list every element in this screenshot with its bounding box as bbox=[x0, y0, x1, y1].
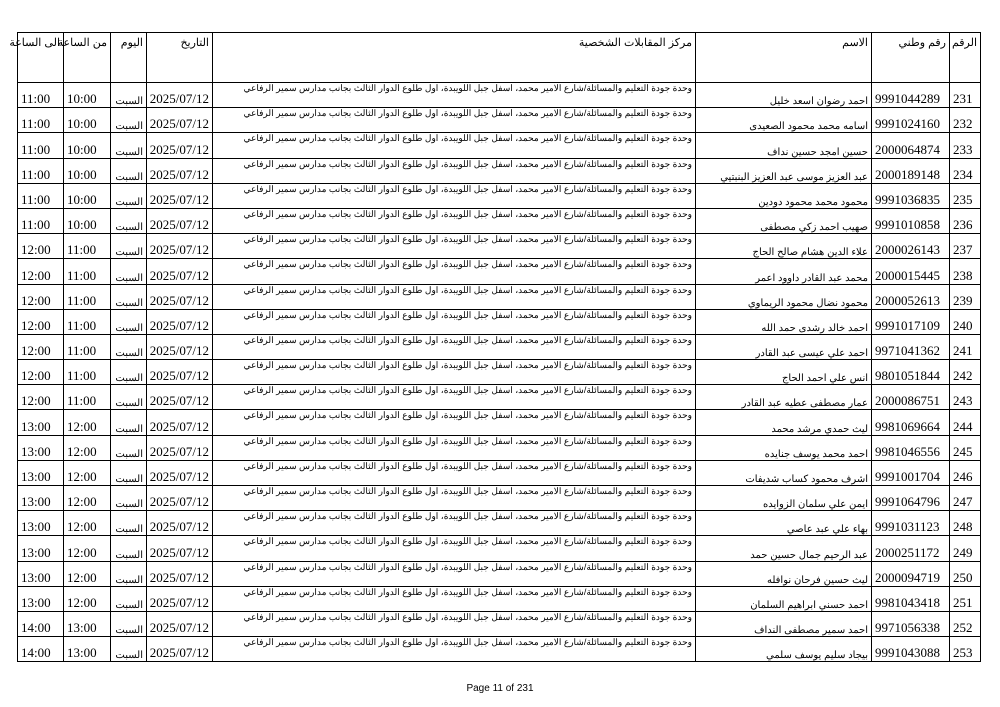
cell-day: السبت bbox=[111, 158, 147, 183]
cell-to-time: 13:00 bbox=[18, 511, 64, 536]
cell-day: السبت bbox=[111, 561, 147, 586]
cell-name: محمود محمد محمود دودين bbox=[696, 183, 872, 208]
cell-from-time: 12:00 bbox=[64, 460, 111, 485]
cell-national-id: 9991044289 bbox=[872, 83, 950, 108]
cell-from-time: 10:00 bbox=[64, 208, 111, 233]
cell-to-time: 12:00 bbox=[18, 259, 64, 284]
table-row bbox=[18, 360, 981, 385]
cell-from-time: 11:00 bbox=[64, 309, 111, 334]
cell-name: اسامه محمد محمود الصعيدى bbox=[696, 108, 872, 133]
cell-from-time: 12:00 bbox=[64, 435, 111, 460]
cell-number: 232 bbox=[950, 108, 981, 133]
cell-to-time: 12:00 bbox=[18, 309, 64, 334]
cell-national-id: 2000052613 bbox=[872, 284, 950, 309]
cell-name: محمود نضال محمود الريماوي bbox=[696, 284, 872, 309]
cell-number: 245 bbox=[950, 435, 981, 460]
cell-date: 2025/07/12 bbox=[147, 460, 213, 485]
cell-date: 2025/07/12 bbox=[147, 360, 213, 385]
cell-center: وحدة جودة التعليم والمسائلة/شارع الامير محمد، اسفل جبل اللويبدة، اول طلوع الدوار الثالث بجانب مدارس سمير الرفاعي bbox=[213, 385, 696, 410]
page-footer: Page 11 of 231 bbox=[466, 683, 534, 694]
cell-number: 240 bbox=[950, 309, 981, 334]
cell-from-time: 12:00 bbox=[64, 586, 111, 611]
cell-day: السبت bbox=[111, 208, 147, 233]
cell-date: 2025/07/12 bbox=[147, 108, 213, 133]
cell-center: وحدة جودة التعليم والمسائلة/شارع الامير محمد، اسفل جبل اللويبدة، اول طلوع الدوار الثالث بجانب مدارس سمير الرفاعي bbox=[213, 536, 696, 561]
cell-date: 2025/07/12 bbox=[147, 133, 213, 158]
cell-from-time: 12:00 bbox=[64, 410, 111, 435]
cell-from-time: 11:00 bbox=[64, 360, 111, 385]
cell-to-time: 11:00 bbox=[18, 83, 64, 108]
table-row bbox=[18, 259, 981, 284]
cell-center: وحدة جودة التعليم والمسائلة/شارع الامير محمد، اسفل جبل اللويبدة، اول طلوع الدوار الثالث بجانب مدارس سمير الرفاعي bbox=[213, 208, 696, 233]
cell-number: 253 bbox=[950, 637, 981, 662]
cell-from-time: 11:00 bbox=[64, 234, 111, 259]
cell-to-time: 13:00 bbox=[18, 435, 64, 460]
cell-to-time: 12:00 bbox=[18, 334, 64, 359]
cell-number: 249 bbox=[950, 536, 981, 561]
cell-day: السبت bbox=[111, 133, 147, 158]
table-row bbox=[18, 234, 981, 259]
cell-day: السبت bbox=[111, 360, 147, 385]
cell-to-time: 13:00 bbox=[18, 460, 64, 485]
cell-number: 239 bbox=[950, 284, 981, 309]
cell-name: احمد علي عيسى عبد القادر bbox=[696, 334, 872, 359]
cell-from-time: 11:00 bbox=[64, 259, 111, 284]
cell-date: 2025/07/12 bbox=[147, 259, 213, 284]
cell-date: 2025/07/12 bbox=[147, 309, 213, 334]
cell-date: 2025/07/12 bbox=[147, 586, 213, 611]
cell-day: السبت bbox=[111, 410, 147, 435]
cell-date: 2025/07/12 bbox=[147, 410, 213, 435]
cell-number: 244 bbox=[950, 410, 981, 435]
cell-name: بهاء علي عبد عاصي bbox=[696, 511, 872, 536]
cell-date: 2025/07/12 bbox=[147, 561, 213, 586]
table-row bbox=[18, 536, 981, 561]
cell-from-time: 10:00 bbox=[64, 158, 111, 183]
cell-name: ليث حسين فرحان نوافله bbox=[696, 561, 872, 586]
cell-date: 2025/07/12 bbox=[147, 334, 213, 359]
cell-number: 237 bbox=[950, 234, 981, 259]
cell-day: السبت bbox=[111, 637, 147, 662]
table-row bbox=[18, 410, 981, 435]
cell-national-id: 9991001704 bbox=[872, 460, 950, 485]
cell-date: 2025/07/12 bbox=[147, 435, 213, 460]
cell-day: السبت bbox=[111, 234, 147, 259]
cell-day: السبت bbox=[111, 259, 147, 284]
cell-to-time: 11:00 bbox=[18, 158, 64, 183]
cell-number: 242 bbox=[950, 360, 981, 385]
cell-name: عبد الرحيم جمال حسين حمد bbox=[696, 536, 872, 561]
cell-day: السبت bbox=[111, 611, 147, 636]
cell-national-id: 9801051844 bbox=[872, 360, 950, 385]
col-header-center: مركز المقابلات الشخصية bbox=[213, 33, 696, 83]
cell-national-id: 2000189148 bbox=[872, 158, 950, 183]
cell-to-time: 14:00 bbox=[18, 637, 64, 662]
cell-national-id: 9971056338 bbox=[872, 611, 950, 636]
cell-name: احمد محمد يوسف جنايده bbox=[696, 435, 872, 460]
cell-name: احمد حسني ابراهيم السلمان bbox=[696, 586, 872, 611]
table-row bbox=[18, 385, 981, 410]
cell-number: 234 bbox=[950, 158, 981, 183]
cell-name: حسين امجد حسين نداف bbox=[696, 133, 872, 158]
table-row bbox=[18, 183, 981, 208]
cell-number: 235 bbox=[950, 183, 981, 208]
table-row bbox=[18, 611, 981, 636]
cell-to-time: 14:00 bbox=[18, 611, 64, 636]
cell-day: السبت bbox=[111, 511, 147, 536]
cell-national-id: 9981046556 bbox=[872, 435, 950, 460]
cell-national-id: 2000086751 bbox=[872, 385, 950, 410]
table-row bbox=[18, 309, 981, 334]
table-row bbox=[18, 334, 981, 359]
cell-center: وحدة جودة التعليم والمسائلة/شارع الامير محمد، اسفل جبل اللويبدة، اول طلوع الدوار الثالث بجانب مدارس سمير الرفاعي bbox=[213, 83, 696, 108]
cell-to-time: 12:00 bbox=[18, 385, 64, 410]
cell-date: 2025/07/12 bbox=[147, 158, 213, 183]
cell-date: 2025/07/12 bbox=[147, 611, 213, 636]
cell-day: السبت bbox=[111, 183, 147, 208]
schedule-table bbox=[9, 32, 981, 662]
table-row bbox=[18, 284, 981, 309]
cell-day: السبت bbox=[111, 83, 147, 108]
cell-national-id: 2000015445 bbox=[872, 259, 950, 284]
cell-national-id: 2000094719 bbox=[872, 561, 950, 586]
cell-to-time: 13:00 bbox=[18, 586, 64, 611]
cell-center: وحدة جودة التعليم والمسائلة/شارع الامير محمد، اسفل جبل اللويبدة، اول طلوع الدوار الثالث بجانب مدارس سمير الرفاعي bbox=[213, 410, 696, 435]
table-row bbox=[18, 208, 981, 233]
cell-date: 2025/07/12 bbox=[147, 486, 213, 511]
cell-name: ايمن علي سلمان الزوايده bbox=[696, 486, 872, 511]
cell-number: 233 bbox=[950, 133, 981, 158]
header-row bbox=[18, 33, 981, 83]
cell-day: السبت bbox=[111, 460, 147, 485]
cell-to-time: 13:00 bbox=[18, 486, 64, 511]
cell-day: السبت bbox=[111, 334, 147, 359]
cell-center: وحدة جودة التعليم والمسائلة/شارع الامير محمد، اسفل جبل اللويبدة، اول طلوع الدوار الثالث بجانب مدارس سمير الرفاعي bbox=[213, 309, 696, 334]
cell-from-time: 12:00 bbox=[64, 561, 111, 586]
cell-day: السبت bbox=[111, 284, 147, 309]
cell-number: 236 bbox=[950, 208, 981, 233]
cell-to-time: 12:00 bbox=[18, 284, 64, 309]
cell-date: 2025/07/12 bbox=[147, 284, 213, 309]
cell-number: 231 bbox=[950, 83, 981, 108]
cell-from-time: 10:00 bbox=[64, 83, 111, 108]
cell-national-id: 9991010858 bbox=[872, 208, 950, 233]
cell-name: احمد رضوان اسعد خليل bbox=[696, 83, 872, 108]
cell-from-time: 12:00 bbox=[64, 486, 111, 511]
table-row bbox=[18, 460, 981, 485]
cell-from-time: 10:00 bbox=[64, 108, 111, 133]
cell-name: احمد خالد رشدى حمد الله bbox=[696, 309, 872, 334]
cell-day: السبت bbox=[111, 486, 147, 511]
cell-to-time: 13:00 bbox=[18, 561, 64, 586]
cell-national-id: 2000064874 bbox=[872, 133, 950, 158]
cell-center: وحدة جودة التعليم والمسائلة/شارع الامير محمد، اسفل جبل اللويبدة، اول طلوع الدوار الثالث بجانب مدارس سمير الرفاعي bbox=[213, 133, 696, 158]
table-row bbox=[18, 158, 981, 183]
cell-national-id: 9971041362 bbox=[872, 334, 950, 359]
cell-national-id: 9991024160 bbox=[872, 108, 950, 133]
table-row bbox=[18, 133, 981, 158]
col-header-from: من الساعة bbox=[64, 33, 111, 83]
cell-center: وحدة جودة التعليم والمسائلة/شارع الامير محمد، اسفل جبل اللويبدة، اول طلوع الدوار الثالث بجانب مدارس سمير الرفاعي bbox=[213, 637, 696, 662]
cell-number: 250 bbox=[950, 561, 981, 586]
col-header-name: الاسم bbox=[696, 33, 872, 83]
cell-number: 243 bbox=[950, 385, 981, 410]
cell-national-id: 9981043418 bbox=[872, 586, 950, 611]
table-row bbox=[18, 511, 981, 536]
cell-name: ليث حمدي مرشد محمد bbox=[696, 410, 872, 435]
cell-date: 2025/07/12 bbox=[147, 208, 213, 233]
cell-day: السبت bbox=[111, 435, 147, 460]
table-row bbox=[18, 83, 981, 108]
cell-date: 2025/07/12 bbox=[147, 83, 213, 108]
cell-center: وحدة جودة التعليم والمسائلة/شارع الامير محمد، اسفل جبل اللويبدة، اول طلوع الدوار الثالث بجانب مدارس سمير الرفاعي bbox=[213, 234, 696, 259]
cell-date: 2025/07/12 bbox=[147, 385, 213, 410]
cell-center: وحدة جودة التعليم والمسائلة/شارع الامير محمد، اسفل جبل اللويبدة، اول طلوع الدوار الثالث بجانب مدارس سمير الرفاعي bbox=[213, 460, 696, 485]
cell-to-time: 11:00 bbox=[18, 108, 64, 133]
table-row bbox=[18, 108, 981, 133]
cell-to-time: 12:00 bbox=[18, 360, 64, 385]
table-row bbox=[18, 637, 981, 662]
table-row bbox=[18, 486, 981, 511]
cell-national-id: 9991036835 bbox=[872, 183, 950, 208]
cell-day: السبت bbox=[111, 309, 147, 334]
cell-center: وحدة جودة التعليم والمسائلة/شارع الامير محمد، اسفل جبل اللويبدة، اول طلوع الدوار الثالث بجانب مدارس سمير الرفاعي bbox=[213, 183, 696, 208]
cell-name: اشرف محمود كساب شديفات bbox=[696, 460, 872, 485]
cell-to-time: 13:00 bbox=[18, 536, 64, 561]
cell-from-time: 11:00 bbox=[64, 284, 111, 309]
table-row bbox=[18, 435, 981, 460]
cell-national-id: 9991064796 bbox=[872, 486, 950, 511]
cell-from-time: 10:00 bbox=[64, 133, 111, 158]
cell-name: علاء الدين هشام صالح الحاج bbox=[696, 234, 872, 259]
cell-number: 247 bbox=[950, 486, 981, 511]
cell-name: محمد عبد القادر داوود اعمر bbox=[696, 259, 872, 284]
cell-number: 238 bbox=[950, 259, 981, 284]
cell-date: 2025/07/12 bbox=[147, 536, 213, 561]
cell-national-id: 2000251172 bbox=[872, 536, 950, 561]
cell-from-time: 11:00 bbox=[64, 334, 111, 359]
cell-center: وحدة جودة التعليم والمسائلة/شارع الامير محمد، اسفل جبل اللويبدة، اول طلوع الدوار الثالث بجانب مدارس سمير الرفاعي bbox=[213, 511, 696, 536]
cell-center: وحدة جودة التعليم والمسائلة/شارع الامير محمد، اسفل جبل اللويبدة، اول طلوع الدوار الثالث بجانب مدارس سمير الرفاعي bbox=[213, 259, 696, 284]
cell-to-time: 13:00 bbox=[18, 410, 64, 435]
cell-date: 2025/07/12 bbox=[147, 637, 213, 662]
cell-number: 241 bbox=[950, 334, 981, 359]
cell-center: وحدة جودة التعليم والمسائلة/شارع الامير محمد، اسفل جبل اللويبدة، اول طلوع الدوار الثالث بجانب مدارس سمير الرفاعي bbox=[213, 284, 696, 309]
col-header-day: اليوم bbox=[111, 33, 147, 83]
cell-center: وحدة جودة التعليم والمسائلة/شارع الامير محمد، اسفل جبل اللويبدة، اول طلوع الدوار الثالث بجانب مدارس سمير الرفاعي bbox=[213, 334, 696, 359]
cell-date: 2025/07/12 bbox=[147, 511, 213, 536]
cell-national-id: 9991031123 bbox=[872, 511, 950, 536]
col-header-national-id: رقم وطني bbox=[872, 33, 950, 83]
cell-from-time: 13:00 bbox=[64, 637, 111, 662]
col-header-to: الى الساعة bbox=[18, 33, 64, 83]
cell-number: 252 bbox=[950, 611, 981, 636]
cell-from-time: 10:00 bbox=[64, 183, 111, 208]
cell-from-time: 12:00 bbox=[64, 536, 111, 561]
col-header-date: التاريخ bbox=[147, 33, 213, 83]
cell-to-time: 11:00 bbox=[18, 208, 64, 233]
cell-center: وحدة جودة التعليم والمسائلة/شارع الامير محمد، اسفل جبل اللويبدة، اول طلوع الدوار الثالث بجانب مدارس سمير الرفاعي bbox=[213, 486, 696, 511]
table-row bbox=[18, 561, 981, 586]
cell-number: 251 bbox=[950, 586, 981, 611]
cell-national-id: 9981069664 bbox=[872, 410, 950, 435]
cell-number: 248 bbox=[950, 511, 981, 536]
cell-national-id: 9991043088 bbox=[872, 637, 950, 662]
cell-center: وحدة جودة التعليم والمسائلة/شارع الامير محمد، اسفل جبل اللويبدة، اول طلوع الدوار الثالث بجانب مدارس سمير الرفاعي bbox=[213, 108, 696, 133]
cell-day: السبت bbox=[111, 586, 147, 611]
cell-center: وحدة جودة التعليم والمسائلة/شارع الامير محمد، اسفل جبل اللويبدة، اول طلوع الدوار الثالث بجانب مدارس سمير الرفاعي bbox=[213, 435, 696, 460]
cell-to-time: 11:00 bbox=[18, 183, 64, 208]
cell-name: صهيب احمد زكي مصطفى bbox=[696, 208, 872, 233]
cell-national-id: 9991017109 bbox=[872, 309, 950, 334]
cell-number: 246 bbox=[950, 460, 981, 485]
cell-name: انس علي احمد الحاج bbox=[696, 360, 872, 385]
col-header-num: الرقم bbox=[950, 33, 981, 83]
cell-day: السبت bbox=[111, 385, 147, 410]
cell-center: وحدة جودة التعليم والمسائلة/شارع الامير محمد، اسفل جبل اللويبدة، اول طلوع الدوار الثالث بجانب مدارس سمير الرفاعي bbox=[213, 360, 696, 385]
cell-to-time: 12:00 bbox=[18, 234, 64, 259]
cell-date: 2025/07/12 bbox=[147, 234, 213, 259]
cell-name: احمد سمير مصطفى النداف bbox=[696, 611, 872, 636]
cell-to-time: 11:00 bbox=[18, 133, 64, 158]
cell-name: بيجاد سليم يوسف سلمي bbox=[696, 637, 872, 662]
cell-name: عبد العزيز موسى عبد العزيز البنبتيي bbox=[696, 158, 872, 183]
cell-national-id: 2000026143 bbox=[872, 234, 950, 259]
cell-name: عمار مصطفى عطيه عبد القادر bbox=[696, 385, 872, 410]
table-row bbox=[18, 586, 981, 611]
cell-day: السبت bbox=[111, 108, 147, 133]
cell-day: السبت bbox=[111, 536, 147, 561]
cell-center: وحدة جودة التعليم والمسائلة/شارع الامير محمد، اسفل جبل اللويبدة، اول طلوع الدوار الثالث بجانب مدارس سمير الرفاعي bbox=[213, 158, 696, 183]
table-body bbox=[18, 83, 981, 662]
cell-date: 2025/07/12 bbox=[147, 183, 213, 208]
cell-center: وحدة جودة التعليم والمسائلة/شارع الامير محمد، اسفل جبل اللويبدة، اول طلوع الدوار الثالث بجانب مدارس سمير الرفاعي bbox=[213, 611, 696, 636]
cell-center: وحدة جودة التعليم والمسائلة/شارع الامير محمد، اسفل جبل اللويبدة، اول طلوع الدوار الثالث بجانب مدارس سمير الرفاعي bbox=[213, 586, 696, 611]
cell-from-time: 12:00 bbox=[64, 511, 111, 536]
cell-center: وحدة جودة التعليم والمسائلة/شارع الامير محمد، اسفل جبل اللويبدة، اول طلوع الدوار الثالث بجانب مدارس سمير الرفاعي bbox=[213, 561, 696, 586]
cell-from-time: 11:00 bbox=[64, 385, 111, 410]
cell-from-time: 13:00 bbox=[64, 611, 111, 636]
